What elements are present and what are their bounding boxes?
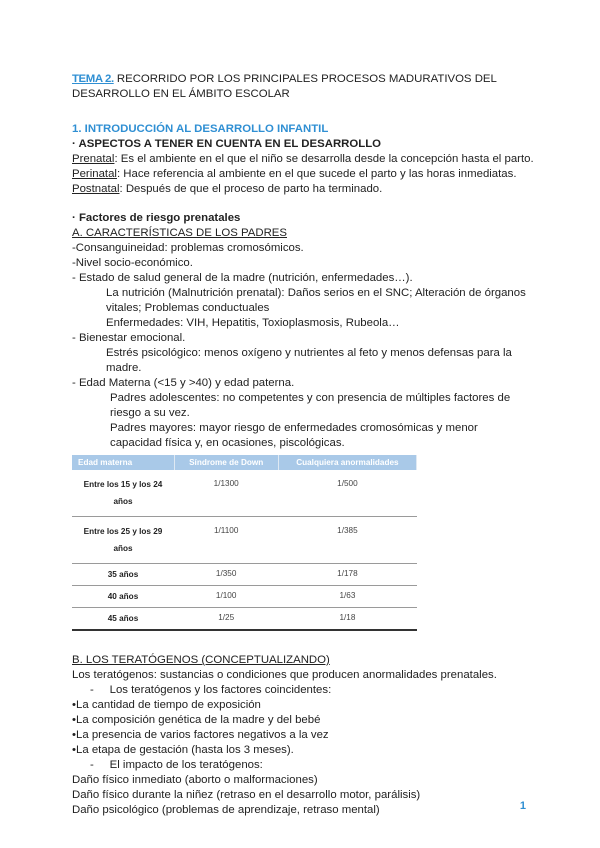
document-page <box>72 72 532 818</box>
page-number: 1 <box>519 800 526 812</box>
list-item: Daño psicológico (problemas de aprendizaje, retraso mental) <box>72 804 380 816</box>
teratogens-heading: B. LOS TERATÓGENOS (CONCEPTUALIZANDO) <box>72 654 330 666</box>
table-cell-age: 45 años <box>72 608 174 631</box>
list-item: -Consanguineidad: problemas cromosómicos. <box>72 242 304 254</box>
table-cell-down: 1/25 <box>174 608 278 631</box>
definition-text: : Es el ambiente en el que el niño se desarrolla desde la concepción hasta el parto. <box>114 153 534 165</box>
parents-characteristics-heading: A. CARACTERÍSTICAS DE LOS PADRES <box>72 227 287 239</box>
risk-factors-heading: · Factores de riesgo prenatales <box>72 212 241 224</box>
table-cell-any: 1/500 <box>278 470 416 517</box>
list-item-older-parents: Padres mayores: mayor riesgo de enfermedades cromosómicas y menor capacidad física y, en ocasiones, piscológicas. <box>110 422 478 449</box>
table-row <box>72 586 417 608</box>
term-postnatal: Postnatal <box>72 183 120 195</box>
list-item-stress: Estrés psicológico: menos oxígeno y nutrientes al feto y menos defensas para la madre. <box>106 347 512 374</box>
section-1-subheading: · ASPECTOS A TENER EN CUENTA EN EL DESARROLLO <box>72 138 382 150</box>
table-cell-age: 40 años <box>72 586 174 608</box>
list-item: -Nivel socio-económico. <box>72 257 193 269</box>
table-row <box>72 564 417 586</box>
list-item: - Bienestar emocional. <box>72 332 186 344</box>
table-cell-down: 1/100 <box>174 586 278 608</box>
list-item: Daño físico inmediato (aborto o malformaciones) <box>72 774 318 786</box>
column-header-down: Síndrome de Down <box>174 455 278 470</box>
list-item-nutrition: La nutrición (Malnutrición prenatal): Daños serios en el SNC; Alteración de órganos vitales; Problemas conductuales <box>106 287 526 314</box>
impact-title: - El impacto de los teratógenos: <box>90 759 263 771</box>
list-item: •La composición genética de la madre y del bebé <box>72 714 321 726</box>
definition-text: : Hace referencia al ambiente en el que sucede el parto y las horas inmediatas. <box>116 168 517 180</box>
definition-prenatal <box>72 152 532 167</box>
list-item: •La presencia de varios factores negativos a la vez <box>72 729 329 741</box>
table-row <box>72 470 417 517</box>
table-cell-age: Entre los 25 y los 29 años <box>72 517 174 564</box>
term-prenatal: Prenatal <box>72 153 115 165</box>
teratogens-definition: Los teratógenos: sustancias o condiciones que producen anormalidades prenatales. <box>72 669 497 681</box>
title-line-1: RECORRIDO POR LOS PRINCIPALES PROCESOS MADURATIVOS DEL <box>113 73 497 85</box>
list-item: - Estado de salud general de la madre (nutrición, enfermedades…). <box>72 272 413 284</box>
table-row <box>72 517 417 564</box>
list-item-teen-parents: Padres adolescentes: no competentes y con presencia de múltiples factores de riesgo a su vez. <box>110 392 511 419</box>
definition-postnatal <box>72 182 532 197</box>
table-header-row <box>72 455 417 470</box>
list-item-diseases: Enfermedades: VIH, Hepatitis, Toxioplasmosis, Rubeola… <box>106 317 400 329</box>
section-1-heading: 1. INTRODUCCIÓN AL DESARROLLO INFANTIL <box>72 123 329 135</box>
title-line-2: DESARROLLO EN EL ÁMBITO ESCOLAR <box>72 88 290 100</box>
maternal-age-table <box>72 455 417 631</box>
list-item: - Edad Materna (<15 y >40) y edad paterna. <box>72 377 295 389</box>
table-cell-down: 1/1300 <box>174 470 278 517</box>
list-item: Daño físico durante la niñez (retraso en el desarrollo motor, parálisis) <box>72 789 421 801</box>
definition-perinatal <box>72 167 532 182</box>
column-header-age: Edad materna <box>72 455 174 470</box>
table-row <box>72 608 417 631</box>
table-cell-any: 1/63 <box>278 586 416 608</box>
table-cell-any: 1/385 <box>278 517 416 564</box>
list-item: •La cantidad de tiempo de exposición <box>72 699 261 711</box>
coinciding-factors-title: - Los teratógenos y los factores coincidentes: <box>90 684 332 696</box>
column-header-any: Cualquiera anormalidades <box>278 455 416 470</box>
definition-text: : Después de que el proceso de parto ha terminado. <box>119 183 383 195</box>
table-cell-any: 1/18 <box>278 608 416 631</box>
table-cell-down: 1/350 <box>174 564 278 586</box>
document-title <box>72 72 532 87</box>
table-cell-age: 35 años <box>72 564 174 586</box>
list-item: •La etapa de gestación (hasta los 3 meses). <box>72 744 294 756</box>
term-perinatal: Perinatal <box>72 168 117 180</box>
table-cell-age: Entre los 15 y los 24 años <box>72 470 174 517</box>
table-cell-any: 1/178 <box>278 564 416 586</box>
tema-label: TEMA 2. <box>72 73 114 85</box>
table-cell-down: 1/1100 <box>174 517 278 564</box>
